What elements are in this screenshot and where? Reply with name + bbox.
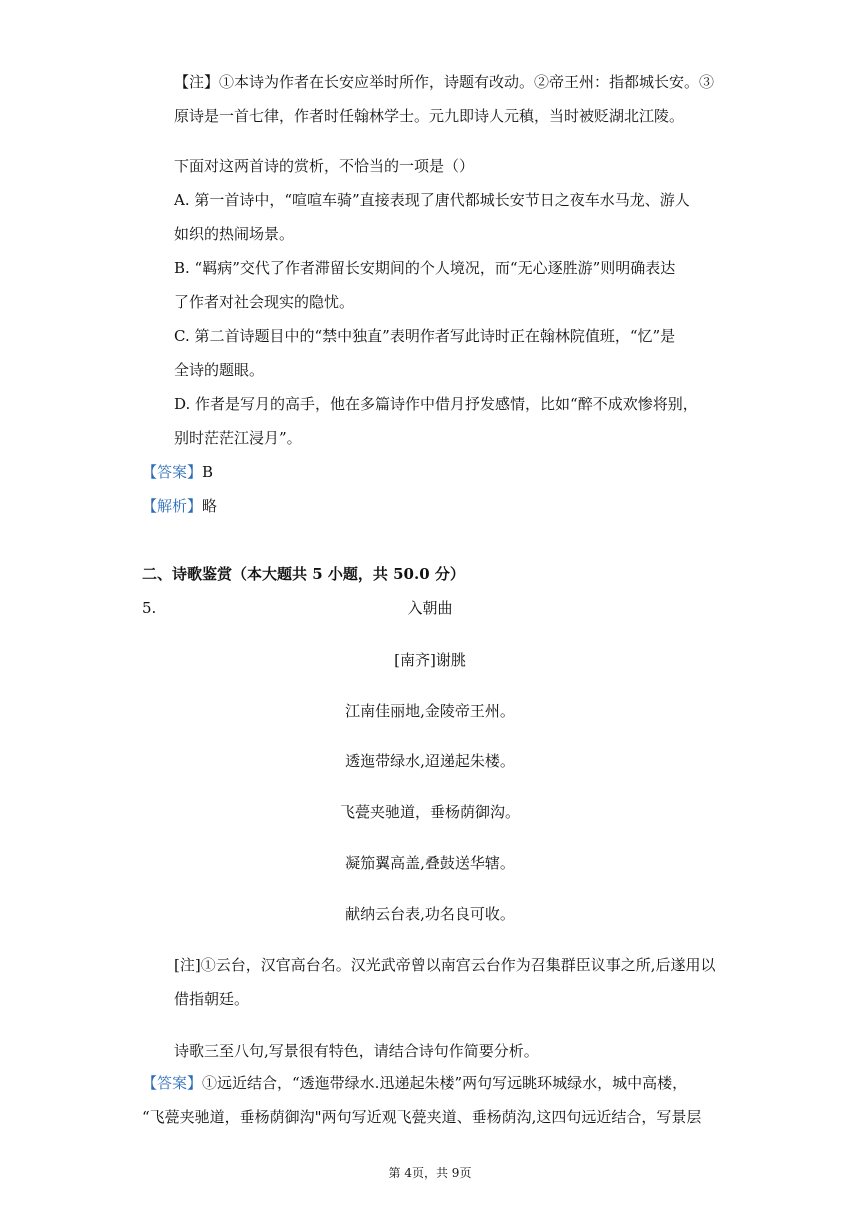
poem-title: 入朝曲 <box>407 599 453 617</box>
answer-tag: 【答案】 <box>142 1074 203 1092</box>
answer-tag: 【答案】 <box>142 463 203 481</box>
option-d-line-1: D. 作者是写月的高手，他在多篇诗作中借月抒发感情，比如“醉不成欢惨将别， <box>174 395 698 413</box>
option-c-line-1: C. 第二首诗题目中的“禁中独直”表明作者写此诗时正在翰林院值班，“忆”是 <box>174 327 676 345</box>
poem-author: [南齐]谢朓 <box>394 651 466 669</box>
section-title: 二、诗歌鉴赏（本大题共 5 小题，共 50.0 分） <box>142 565 465 583</box>
question-text: 下面对这两首诗的赏析，不恰当的一项是（） <box>174 157 475 175</box>
answer-text: ①远近结合，“透迤带绿水.迅递起朱楼”两句写远眺环城绿水，城中高楼， <box>202 1074 688 1092</box>
option-b-line-1: B. “羁病”交代了作者滞留长安期间的个人境况，而“无心逐胜游”则明确表达 <box>174 259 676 277</box>
question-5-prompt: 诗歌三至八句,写景很有特色，请结合诗句作简要分析。 <box>174 1042 539 1060</box>
poem-note-line-1: [注]①云台，汉官高台名。汉光武帝曾以南宫云台作为召集群臣议事之所,后遂用以 <box>174 956 716 974</box>
analysis-value: 略 <box>202 497 218 515</box>
poem-line: 江南佳丽地,金陵帝王州。 <box>345 702 515 720</box>
page-footer: 第 4页，共 9页 <box>388 1166 472 1180</box>
analysis-1 <box>142 496 217 516</box>
option-d-line-2: 别时茫茫江浸月”。 <box>174 429 302 447</box>
poem-line: 献纳云台表,功名良可收。 <box>345 905 515 923</box>
poem-note-line-2: 借指朝廷。 <box>174 990 250 1008</box>
answer-value: B <box>202 463 214 481</box>
poem-line: 透迤带绿水,迢递起朱楼。 <box>345 752 515 770</box>
note-1-line-2: 原诗是一首七律，作者时任翰林学士。元九即诗人元稹，当时被贬湖北江陵。 <box>174 107 685 125</box>
answer-5-line-2: “飞甍夹驰道，垂杨荫御沟"两句写近观飞甍夹道、垂杨荫沟,这四句远近结合，写景层 <box>142 1108 702 1126</box>
option-b-line-2: 了作者对社会现实的隐忧。 <box>174 293 355 311</box>
poem-line: 凝笳翼高盖,叠鼓送华辖。 <box>345 854 515 872</box>
answer-1 <box>142 462 213 482</box>
option-a-line-1: A. 第一首诗中，“喧喧车骑”直接表现了唐代都城长安节日之夜车水马龙、游人 <box>174 191 690 209</box>
note-1-line-1: 【注】①本诗为作者在长安应举时所作，诗题有改动。②帝王州：指都城长安。③ <box>174 73 715 91</box>
option-a-line-2: 如织的热闹场景。 <box>174 225 295 243</box>
question-5-number: 5. <box>142 599 157 617</box>
option-c-line-2: 全诗的题眼。 <box>174 361 265 379</box>
poem-line: 飞甍夹驰道，垂杨荫御沟。 <box>339 803 520 821</box>
analysis-tag: 【解析】 <box>142 497 203 515</box>
answer-5-line-1 <box>142 1073 687 1093</box>
